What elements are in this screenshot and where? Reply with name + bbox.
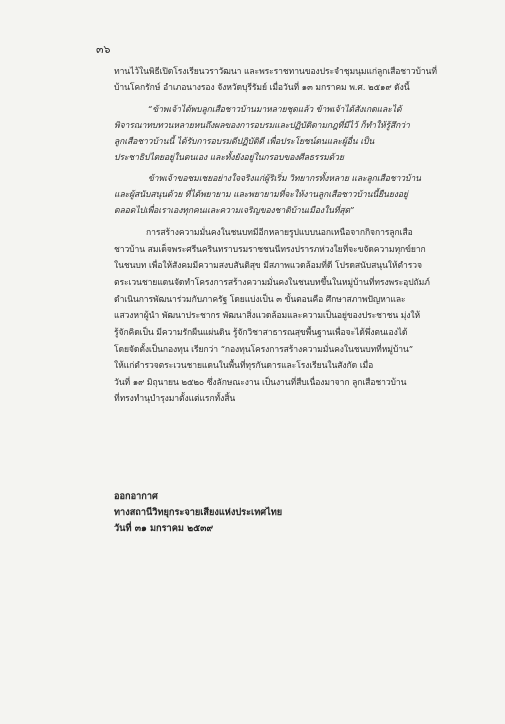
page-number: ๓๖ bbox=[96, 43, 111, 56]
body-line: ในชนบท เพื่อให้สังคมมีความสงบสันติสุข มีสภาพแวดล้อมที่ดี โปรดสนับสนุนให้ตำรวจ bbox=[114, 261, 422, 271]
body-line: ตระเวนชายแดนจัดทำโครงการสร้างความมั่นคงในชนบทขึ้นในหมู่บ้านที่ทรงพระอุปถัมภ์ bbox=[114, 278, 430, 288]
body-line: บ้านโคกรักษ์ อำเภอนางรอง จังหวัดบุรีรัมย์ เมื่อวันที่ ๑๓ มกราคม พ.ศ. ๒๕๑๙ ดังนี้ bbox=[114, 83, 410, 93]
body-line: ชาวบ้าน สมเด็จพระศรีนครินทราบรมราชชนนีทรงปรารภห่วงใยที่จะขจัดความทุกข์ยาก bbox=[114, 245, 426, 255]
quote-line: ลูกเสือชาวบ้านนี้ ได้รับการอบรมดีปฏิบัติดี เพื่อประโยชน์ตนและผู้อื่น เป็น bbox=[114, 137, 375, 147]
body-line: แสวงหาผู้นำ พัฒนาประชากร พัฒนาสิ่งแวดล้อมและความเป็นอยู่ของประชาชน มุ่งให้ bbox=[114, 311, 421, 321]
quote-line: ตลอดไปเพื่อเราเองทุกคนและความเจริญของชาติบ้านเมืองในที่สุด” bbox=[114, 206, 355, 216]
footer-station-name: ทางสถานีวิทยุกระจายเสียงแห่งประเทศไทย bbox=[114, 507, 283, 518]
quote-line: ข้าพเจ้าขอชมเชยอย่างใจจริงแก่ผู้ริเริ่ม วิทยากรทั้งหลาย และลูกเสือชาวบ้าน bbox=[148, 174, 421, 184]
quote-line: ประชาธิปไตยอยู่ในตนเอง และทั้งยังอยู่ในกรอบของศีลธรรมด้วย bbox=[114, 153, 344, 163]
body-line: ดำเนินการพัฒนาร่วมกับภาครัฐ โดยแบ่งเป็น ๓ ขั้นตอนคือ ศึกษาสภาพปัญหาและ bbox=[114, 295, 406, 305]
quote-line: และผู้สนับสนุนด้วย ที่ได้พยายาม และพยายามที่จะให้งานลูกเสือชาวบ้านนี้ยืนยงอยู่ bbox=[114, 190, 408, 200]
quote-line: พิจารณาทบทวนหลายหนถึงผลของการอบรมและปฏิบัติตามกฎที่มีไว้ ก็ทำให้รู้สึกว่า bbox=[114, 121, 410, 131]
body-line: การสร้างความมั่นคงในชนบทมีอีกหลายรูปแบบนอกเหนือจากกิจการลูกเสือ bbox=[146, 228, 413, 238]
body-line: ทานไว้ในพิธีเปิดโรงเรียนวราวัฒนา และพระราชทานของประจำชุมนุมแก่ลูกเสือชาวบ้านที่ bbox=[114, 67, 437, 77]
quote-line: “ข้าพเจ้าได้พบลูกเสือชาวบ้านมาหลายชุดแล้ว ข้าพเจ้าได้สังเกตและได้ bbox=[148, 105, 402, 115]
body-line: ที่ทรงทำนุบำรุงมาตั้งแต่แรกทั้งสิ้น bbox=[114, 394, 236, 404]
footer-broadcast-label: ออกอากาศ bbox=[114, 491, 158, 502]
body-line: วันที่ ๑๙ มิถุนายน ๒๕๒๐ ซึ่งลักษณะงาน เป็นงานที่สืบเนื่องมาจาก ลูกเสือชาวบ้าน bbox=[114, 378, 407, 388]
footer-date: วันที่ ๓๑ มกราคม ๒๕๓๙ bbox=[114, 523, 214, 534]
body-line: ให้แก่ตำรวจตระเวนชายแดนในพื้นที่ทุรกันดารและโรงเรียนในสังกัด เมื่อ bbox=[114, 361, 374, 371]
body-line: โดยจัดตั้งเป็นกองทุน เรียกว่า “กองทุนโครงการสร้างความมั่นคงในชนบทที่หมู่บ้าน” bbox=[114, 345, 413, 355]
body-line: รู้จักคิดเป็น มีความรักผืนแผ่นดิน รู้จักวิชาสาธารณสุขพื้นฐานเพื่อจะได้พึ่งตนเองได้ bbox=[114, 328, 408, 338]
